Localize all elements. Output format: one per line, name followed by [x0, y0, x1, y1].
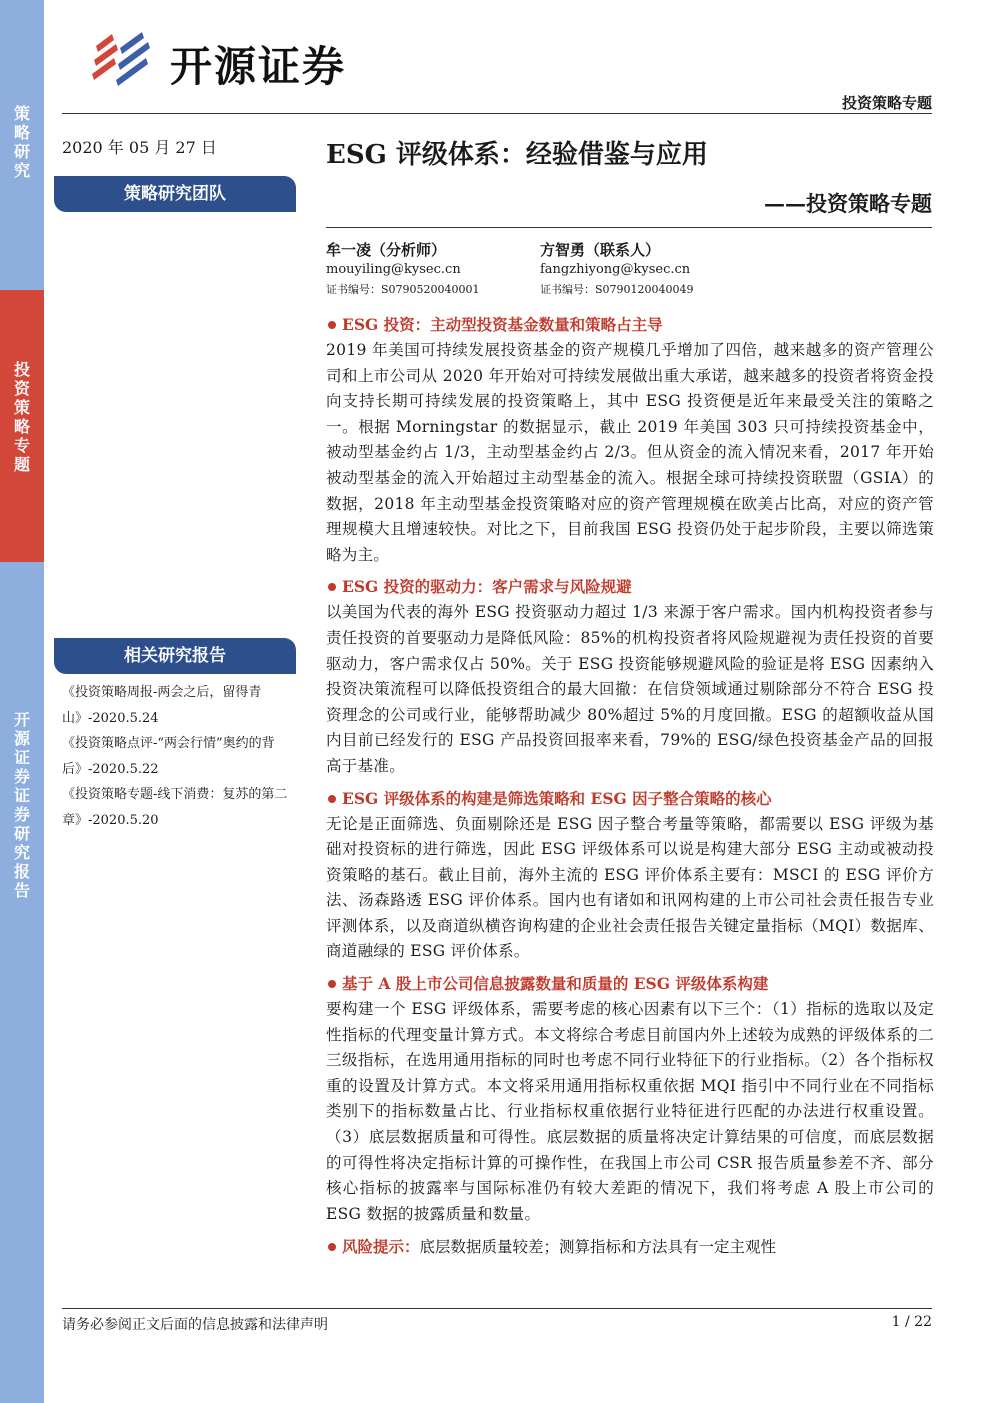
section-heading: ESG 评级体系的构建是筛选策略和 ESG 因子整合策略的核心	[326, 788, 934, 810]
analyst-1	[326, 240, 480, 300]
related-report-link[interactable]: 《投资策略点评-“两会行情”奥约的背后》-2020.5.22	[62, 736, 275, 777]
bullet-icon	[328, 321, 336, 329]
related-reports	[62, 680, 306, 833]
related-report-link[interactable]: 《投资策略周报-两会之后，留得青山》-2020.5.24	[62, 685, 262, 726]
header-rule	[62, 113, 932, 114]
report-body	[326, 314, 934, 1259]
analyst-email[interactable]: mouyiling@kysec.cn	[326, 262, 461, 277]
footer-disclaimer: 请务必参阅正文后面的信息披露和法律声明	[62, 1317, 328, 1333]
related-badge: 相关研究报告	[54, 638, 296, 674]
bullet-icon	[328, 980, 336, 988]
report-subtitle: ——投资策略专题	[764, 191, 932, 216]
section-heading: ESG 投资的驱动力：客户需求与风险规避	[326, 576, 934, 598]
section-heading: 基于 A 股上市公司信息披露数量和质量的 ESG 评级体系构建	[326, 973, 934, 995]
analyst-cert: 证书编号：S0790520040001	[326, 283, 480, 296]
brand-name: 开源证券	[170, 42, 347, 91]
risk-label: 风险提示：	[342, 1237, 420, 1257]
title-rule	[326, 227, 932, 228]
report-category: 投资策略专题	[841, 94, 932, 112]
analyst-name: 牟一凌（分析师）	[326, 241, 447, 259]
page-number: 1 / 22	[891, 1314, 932, 1330]
bullet-icon	[328, 795, 336, 803]
section-heading: ESG 投资：主动型投资基金数量和策略占主导	[326, 314, 934, 336]
footer-rule	[62, 1308, 932, 1309]
related-report-link[interactable]: 《投资策略专题-线下消费：复苏的第二章》-2020.5.20	[62, 787, 288, 828]
sidebar-top-label: 策略研究	[13, 104, 30, 180]
analyst-email[interactable]: fangzhiyong@kysec.cn	[540, 262, 691, 277]
sidebar-bottom-label: 开源证券 证券研究报告	[13, 710, 30, 900]
risk-text: 底层数据质量较差；测算指标和方法具有一定主观性	[419, 1238, 777, 1257]
section-text: 无论是正面筛选、负面剔除还是 ESG 因子整合考量等策略，都需要以 ESG 评级为基础对投资标的进行筛选，因此 ESG 评级体系可以说是构建大部分 ESG 主动或被动投资策略的基石。截止目前，海外主流的 ESG 评价体系主要有：MSCI 的 ESG 评价方法、汤森路透 ESG 评价体系。国内也有诸如和讯网构建的上市公司社会责任报告专业评测体系，以及商道纵横咨询构建的企业社会责任报告关键定量指标（MQI）数据库、商道融绿的 ESG 评价体系。	[326, 814, 934, 961]
section-text: 要构建一个 ESG 评级体系，需要考虑的核心因素有以下三个：（1）指标的选取以及定性指标的代理变量计算方式。本文将综合考虑目前国内外上述较为成熟的评级体系的二三级指标，在选用通用指标的同时也考虑不同行业特征下的行业指标。（2）各个指标权重的设置及计算方式。本文将采用通用指标权重依据 MQI 指引中不同行业在不同指标类别下的指标数量占比、行业指标权重依据行业特征进行匹配的办法进行权重设置。（3）底层数据质量和可得性。底层数据的质量将决定计算结果的可信度，而底层数据的可得性将决定指标计算的可操作性，在我国上市公司 CSR 报告质量参差不齐、部分核心指标的披露率与国际标准仍有较大差距的情况下，我们将考虑 A 股上市公司的 ESG 数据的披露质量和数量。	[326, 1000, 934, 1223]
bullet-icon	[328, 1243, 336, 1251]
bullet-icon	[328, 583, 336, 591]
section-text: 以美国为代表的海外 ESG 投资驱动力超过 1/3 来源于客户需求。国内机构投资者参与责任投资的首要驱动力是降低风险：85%的机构投资者将风险规避视为责任投资的首要驱动力，客户需求仅占 50%。关于 ESG 投资能够规避风险的验证是将 ESG 因素纳入投资决策流程可以降低投资组合的最大回撤：在信贷领域通过剔除部分不符合 ESG 投资理念的公司或行业，能够帮助减少 80%超过 5%的月度回撤。ESG 的超额收益从国内目前已经发行的 ESG 产品投资回报率来看，79%的 ESG/绿色投资基金产品的回报高于基准。	[326, 603, 934, 775]
kaiyuan-securities-logo	[90, 30, 160, 90]
sidebar-middle-label: 投资策略专题	[13, 360, 30, 474]
analyst-cert: 证书编号：S0790120040049	[540, 283, 694, 296]
report-title: ESG 评级体系：经验借鉴与应用	[326, 140, 708, 170]
section-text: 2019 年美国可持续发展投资基金的资产规模几乎增加了四倍，越来越多的资产管理公司和上市公司从 2020 年开始对可持续发展做出重大承诺，越来越多的投资者将资金投向支持长期可持续发展的投资策略上，其中 ESG 投资便是近年来最受关注的策略之一。根据 Morningstar 的数据显示，截止 2019 年美国 303 只可持续投资基金中，被动型基金约占 1/3，主动型基金约占 2/3。但从资金的流入情况来看，2017 年开始被动型基金的流入开始超过主动型基金的流入。根据全球可持续投资联盟（GSIA）的数据，2018 年主动型基金投资策略对应的资产管理规模在欧美占比高，对应的资产管理规模大且增速较快。对比之下，目前我国 ESG 投资仍处于起步阶段，主要以筛选策略为主。	[326, 341, 934, 564]
analyst-name: 方智勇（联系人）	[540, 241, 661, 259]
risk-warning	[326, 1235, 934, 1259]
analyst-2	[540, 240, 694, 300]
report-date: 2020 年 05 月 27 日	[62, 138, 217, 157]
team-badge: 策略研究团队	[54, 176, 296, 212]
sidebar	[0, 0, 44, 1403]
